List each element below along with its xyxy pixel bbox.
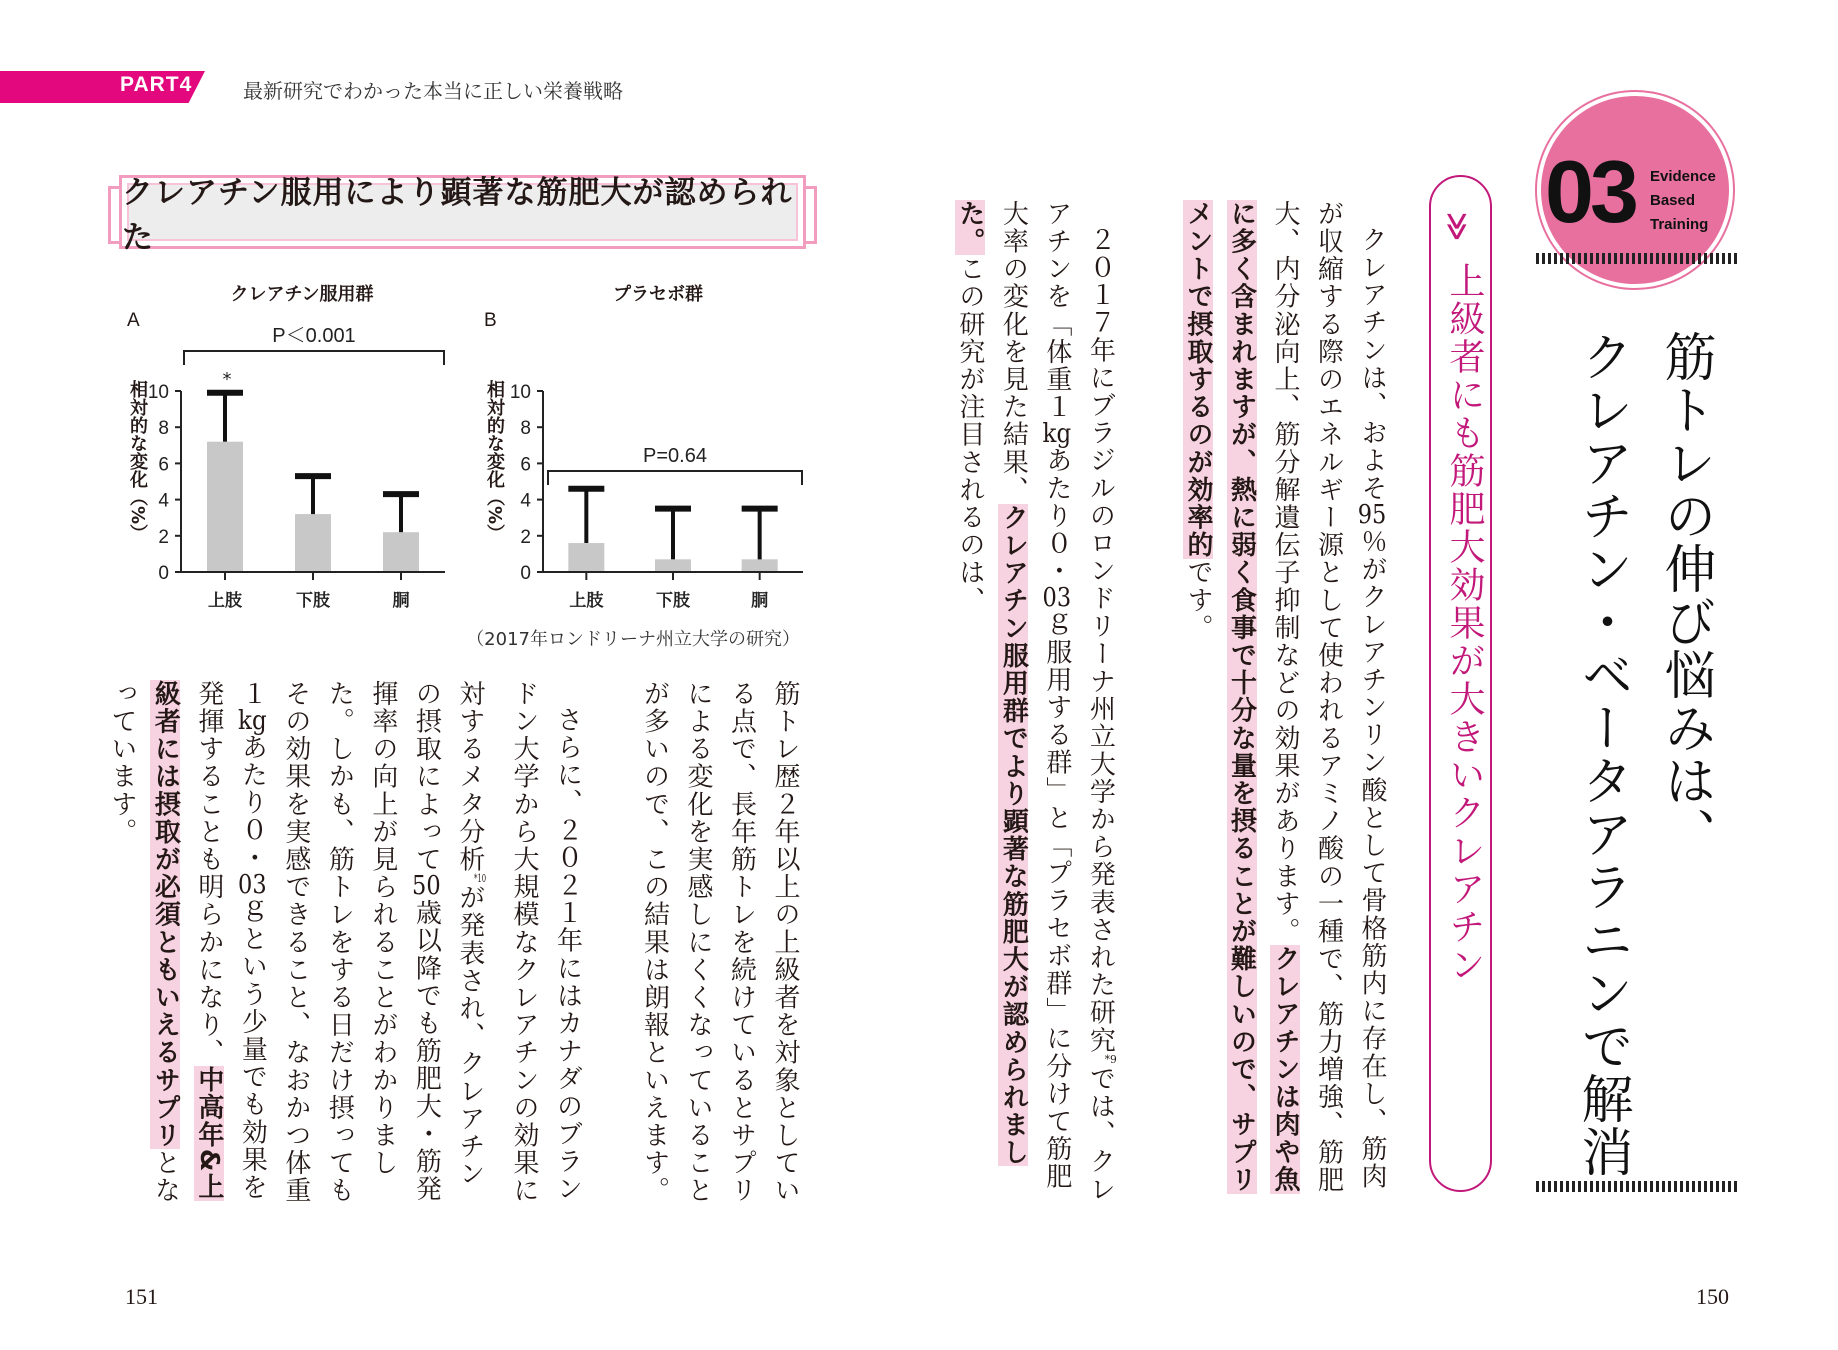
chart-b-ylabel: 相対的な変化（%） xyxy=(484,380,505,543)
p-value-label: P=0.64 xyxy=(643,445,707,467)
y-tick-label: 2 xyxy=(520,526,531,548)
left-body-text xyxy=(56,680,806,1210)
chart-a-panel-letter: A xyxy=(127,310,140,331)
chart-b-title: プラセボ群 xyxy=(613,284,703,305)
bar xyxy=(295,514,331,572)
paragraph xyxy=(947,200,1132,1205)
highlighted-text: 中高年&上級者には摂取が必須ともいえるサプリ xyxy=(150,680,224,1202)
figure-caption: （2017年ロンドリーナ州立大学の研究） xyxy=(466,629,800,650)
text-run: あたり０・ xyxy=(237,733,268,872)
highlighted-text: クレアチンは肉や魚に多く含まれますが、熱に弱く食事で十分な量を摂ることが難しいので、サプリメントで摂取するのが効率的 xyxy=(1183,200,1300,1194)
y-tick-label: 6 xyxy=(158,454,169,476)
text-run: kg xyxy=(238,707,267,734)
text-run: 95 xyxy=(1357,502,1387,528)
y-tick-label: 6 xyxy=(520,454,531,476)
text-run: ２０１７年にブラジルのロンドリーナ州立大学から発表された研究 xyxy=(1085,226,1116,1054)
text-run: 03 xyxy=(1042,584,1072,611)
divider-bottom xyxy=(1536,1181,1738,1192)
text-run: あたり０・ xyxy=(1041,446,1072,585)
text-run: さらに、２０２１年にはカナダのブランドン大学から大規模なクレアチンの効果に対するメタ分析 xyxy=(454,680,583,1205)
chart-b-panel-letter: B xyxy=(484,310,497,331)
page-number-left: 151 xyxy=(125,1284,158,1309)
paragraph xyxy=(1176,200,1394,1205)
text-run: ｇ服用する群」と「プラセボ群」に分けて筋肥大率の変化を見た結果、 xyxy=(998,200,1072,1191)
text-run: この研究が注目されるのは、 xyxy=(954,255,985,615)
section-title: 最新研究でわかった本当に正しい栄養戦略 xyxy=(243,79,623,103)
x-tick-label: 上肢 xyxy=(208,591,242,611)
chart-a-ylabel: 相対的な変化（%） xyxy=(127,380,148,543)
highlighted-text: クレアチン服用群でより顕著な筋肥大が認められました。 xyxy=(954,200,1029,1167)
y-tick-label: 2 xyxy=(158,526,169,548)
footnote-ref: *10 xyxy=(473,873,487,885)
subheading: 上級者にも筋肥大効果が大きいクレアチン xyxy=(1444,262,1485,984)
x-tick-label: 下肢 xyxy=(656,591,690,611)
y-tick-label: 0 xyxy=(520,563,531,584)
x-tick-label: 胴 xyxy=(751,591,769,611)
right-body-text xyxy=(904,200,1393,1205)
chart-a-title: クレアチン服用群 xyxy=(230,284,374,305)
title-line-2: クレアチン・ベータアラニンで解消 xyxy=(1572,330,1632,1178)
page-number-right: 150 xyxy=(1696,1284,1729,1309)
text-run: 03 xyxy=(238,871,267,898)
y-tick-label: 10 xyxy=(147,382,169,403)
divider-top xyxy=(1536,253,1738,264)
text-run: ％がクレアチンリン酸として骨格筋内に存在し、筋肉が収縮する際のエネルギー源として使われるアミノ酸の一種で、筋力増強、筋肥大、内分泌向上、筋分解遺伝子抑制などの効果があります。 xyxy=(1270,200,1387,1194)
badge-word-training: Training xyxy=(1650,216,1709,233)
badge-word-evidence: Evidence xyxy=(1650,168,1716,185)
title-line-1: 筋トレの伸び悩みは、 xyxy=(1655,330,1715,860)
x-tick-label: 下肢 xyxy=(296,591,330,611)
paragraph xyxy=(632,680,806,1210)
text-run: です。 xyxy=(1183,558,1213,642)
badge-word-based: Based xyxy=(1650,192,1696,209)
text-run: では、クレアチンを「体重１ xyxy=(1041,200,1116,1203)
paragraph xyxy=(99,680,588,1210)
bar xyxy=(568,543,604,572)
text-run: となっています。 xyxy=(106,680,181,1205)
p-value-label: P＜0.001 xyxy=(272,325,356,347)
text-run: が発表され、クレアチンの摂取によって xyxy=(411,680,485,1188)
text-run: 歳以降でも筋肥大・筋発揮率の向上が見られることがわかりました。しかも、筋トレをする日だけ摂ってもその効果を実感できること、なおかつ体重１ xyxy=(237,680,442,1205)
figure-title: クレアチン服用により顕著な筋肥大が認められた xyxy=(122,175,793,256)
chevron-down-icon: ≫ xyxy=(1441,211,1475,242)
text-run: kg xyxy=(1042,420,1072,447)
text-run: 筋トレ歴２年以上の上級者を対象としている点で、長年筋トレを続けているとサプリによる変化を実感しにくくなっていることが多いので、この結果は朗報といえます。 xyxy=(639,680,800,1205)
significance-bracket xyxy=(548,471,802,485)
significance-bracket xyxy=(184,351,444,365)
part-label: PART4 xyxy=(120,73,193,96)
x-tick-label: 胴 xyxy=(392,591,410,611)
bar xyxy=(742,559,778,572)
y-tick-label: 0 xyxy=(158,563,169,584)
text-run: クレアチンは、およそ xyxy=(1357,226,1387,502)
x-tick-label: 上肢 xyxy=(569,591,604,611)
significance-marker: * xyxy=(222,368,232,390)
y-tick-label: 10 xyxy=(509,382,531,403)
section-number: 03 xyxy=(1545,142,1635,241)
bar xyxy=(383,532,419,572)
footnote-ref: *9 xyxy=(1104,1054,1117,1065)
text-run: 50 xyxy=(412,873,441,900)
bar xyxy=(655,559,691,572)
y-tick-label: 8 xyxy=(520,418,531,440)
y-tick-label: 4 xyxy=(520,490,531,512)
bar xyxy=(207,442,243,572)
y-tick-label: 8 xyxy=(158,418,169,440)
text-run: ｇという少量でも効果を発揮することも明らかになり、 xyxy=(193,680,268,1202)
y-tick-label: 4 xyxy=(158,490,169,512)
